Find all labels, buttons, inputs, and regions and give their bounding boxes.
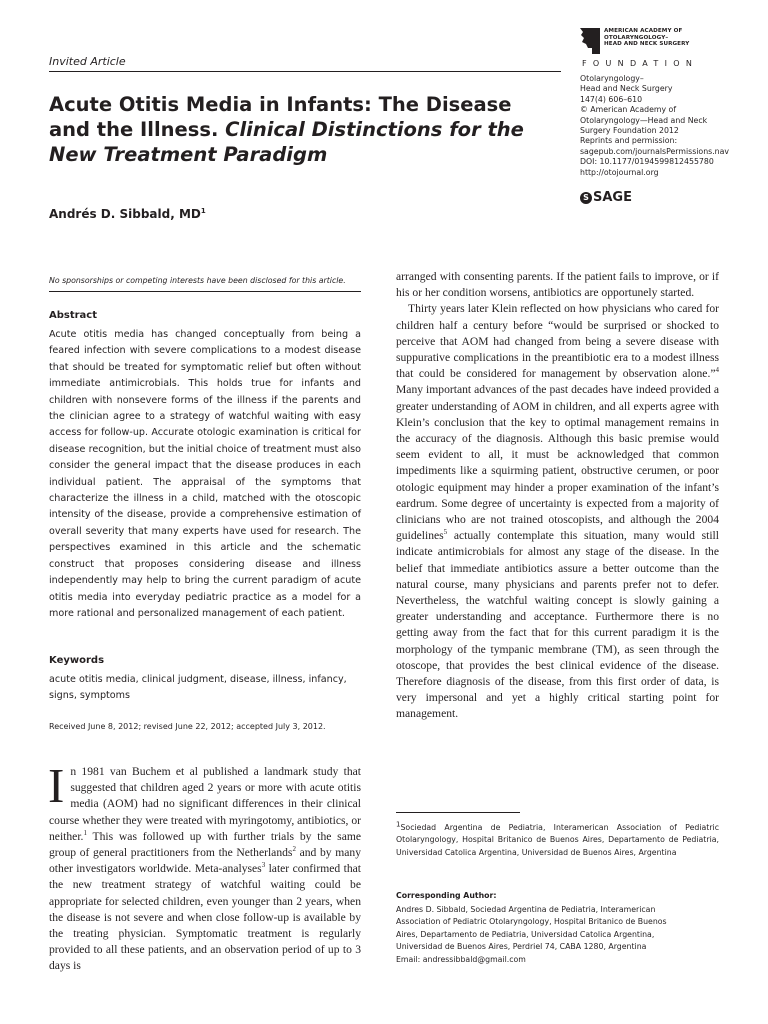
- article-title: [49, 92, 549, 167]
- body-text: Many important advances of the past decades have indeed provided a greater understanding of AOM in children, and all experts agree with Klein’s conclusion that the key to optimal management remains in the accuracy of the diagnosis. Although this basic premise would seem evident to all, it must be acknowledged that common impediments like a squirming patient, obstructive cerumen, or poor otologic equipment may hinder a proper examination of the infant’s eardrum. Some degree of uncertainty is expected from a majority of clinicians who are not trained otoscopists, and although the 2004 guidelines: [396, 383, 719, 543]
- logo-foundation-text: FOUNDATION: [582, 59, 699, 68]
- intro-text: and by many other investigators worldwide. Meta-analyses: [49, 846, 361, 876]
- corresponding-author-details: [396, 904, 719, 966]
- author-affiliation-ref: 1: [200, 207, 206, 215]
- journal-info-line: Surgery Foundation 2012: [580, 126, 679, 136]
- article-type-label: Invited Article: [49, 55, 126, 68]
- body-text: actually contemplate this situation, many would still indicate antimicrobials for almost any stage of the disease. In the belief that immediate antibiotics assure a better outcome than the natural course, many physicians and parents prefer not to defer. Nevertheless, the watchful waiting concept is slowly gaining a greater understanding and acceptance. Furthermore there is no getting away from the fact that for this current paradigm it is the morphology of the tympanic membrane (TM), as seen through the otoscope, that provides the best clinical evidence of the disease. Therefore diagnosis of the disease, from this first order of data, is very impersonal and yet a highly critical starting point for management.: [396, 529, 719, 721]
- body-paragraph: arranged with consenting parents. If the patient fails to improve, or if his or her condition worsens, antibiotics are opportunely started.: [396, 270, 719, 300]
- drop-cap: I: [48, 758, 65, 813]
- journal-info-doi[interactable]: DOI: 10.1177/0194599812455780: [580, 157, 714, 167]
- reference-mark[interactable]: 5: [443, 528, 448, 537]
- affiliation-text: Sociedad Argentina de Pediatria, Interamerican Association of Pediatric Otolaryngology, Hospital Britanico de Buenos Aires, Departamento de Pediatria, Universidad Catolica Argentina, Universidad de Buenos Aires, Argentina: [396, 823, 719, 857]
- title-subtitle: Clinical Distinctions for the New Treatment Paradigm: [49, 118, 524, 166]
- body-text: Thirty years later Klein reflected on how physicians who cared for children half a century before “would be surprised or shocked to perceive that AOM had changed from being a severe disease with suppurative complications in the preantibiotic era to a modest illness that could be considered for management by observation alone.”: [396, 302, 719, 381]
- corr-email[interactable]: Email: andressibbald@gmail.com: [396, 954, 526, 964]
- received-dates: Received June 8, 2012; revised June 22, 2012; accepted July 3, 2012.: [49, 722, 326, 731]
- journal-info-line: Otolaryngology–: [580, 74, 644, 83]
- body-column-right: [396, 269, 719, 723]
- sage-text: SAGE: [593, 190, 632, 205]
- logo-line-3: HEAD AND NECK SURGERY: [604, 41, 690, 48]
- journal-info-link[interactable]: sagepub.com/journalsPermissions.nav: [580, 146, 730, 156]
- intro-text: n 1981 van Buchem et al published a landmark study that suggested that children aged 2 years or more with acute otitis media (AOM) had no significant differences in their clinical course whether they were treated with myringotomy, antibiotics, or neither.: [49, 765, 361, 843]
- header-rule: [49, 71, 561, 72]
- footnote-rule: [396, 812, 520, 813]
- intro-paragraph: [48, 758, 361, 975]
- author-name: Andrés D. Sibbald, MD: [49, 207, 201, 221]
- corresponding-author-heading: Corresponding Author:: [396, 891, 497, 900]
- logo-line-2: OTOLARYNGOLOGY–: [604, 34, 669, 41]
- aao-hns-foundation-logo: [578, 26, 728, 76]
- reference-mark[interactable]: 4: [715, 366, 719, 375]
- journal-info-line: 147(4) 606–610: [580, 94, 643, 104]
- reference-mark[interactable]: 2: [292, 845, 296, 854]
- journal-info-line: Head and Neck Surgery: [580, 84, 673, 94]
- intro-text: This was followed up with further trials by the same group of general practitioners from the Netherlands: [49, 829, 361, 860]
- keywords-text: acute otitis media, clinical judgment, disease, illness, infancy, signs, symptoms: [49, 674, 347, 702]
- author-line: [49, 207, 206, 221]
- disclosure-note: No sponsorships or competing interests have been disclosed for this article.: [49, 276, 346, 285]
- sage-circle-icon: S: [580, 192, 592, 204]
- affiliation-footnote: [396, 822, 719, 859]
- journal-info-line: Reprints and permission:: [580, 136, 678, 146]
- journal-info: [580, 74, 740, 178]
- intro-text: later confirmed that the new treatment strategy of watchful waiting could be appropriate for selected children, even younger than 2 years, when the disease is not severe and when close follow-up is available by the treating physician. Symptomatic treatment is regularly provided to all these patients, and an observation period of up to 3 days is: [49, 862, 361, 973]
- head-silhouette-icon: [578, 26, 602, 56]
- affiliation-mark: 1: [396, 820, 401, 829]
- corr-line: Aires, Departamento de Pediatria, Universidad Catolica Argentina,: [396, 929, 655, 939]
- disclosure-rule: [49, 291, 361, 292]
- reference-mark[interactable]: 1: [83, 828, 87, 837]
- corr-line: Andres D. Sibbald, Sociedad Argentina de Pediatria, Interamerican: [396, 905, 656, 914]
- abstract-heading: Abstract: [49, 310, 98, 321]
- corr-line: Universidad de Buenos Aires, Perdriel 74, CABA 1280, Argentina: [396, 942, 647, 952]
- keywords-heading: Keywords: [49, 655, 105, 666]
- reference-mark[interactable]: 3: [261, 861, 266, 870]
- journal-info-line: Otolaryngology—Head and Neck: [580, 115, 708, 125]
- journal-info-link[interactable]: http://otojournal.org: [580, 167, 659, 177]
- body-paragraph: [396, 301, 719, 722]
- abstract-text: Acute otitis media has changed conceptually from being a feared infection with severe complications to a modest disease that should be treated for symptomatic relief but often without immediate antimicrobials. This holds true for infants and children with nonsevere forms of the illness if the parents and the clinician agree to a strategy of watchful waiting with easy access for follow-up. Accurate otologic examination is critical for disease recognition, but the initial choice of treatment must also consider the general impact that the disease produces in each individual patient. The appraisal of the symptoms that characterize the illness in a child, matched with the otoscopic intensity of the disease, provide a comprehensive estimation of overall severity that many experts have used for research. The perspectives examined in this article and the schematic construct that proposes considering disease and illness independently may help to bring the current paradigm of acute otitis media into everyday pediatric practice as a model for a more rational and personalized management of each patient.: [49, 329, 361, 619]
- title-main: Acute Otitis Media in Infants: The Disease and the Illness.: [49, 93, 512, 141]
- sage-logo: [580, 190, 632, 205]
- corr-line: Association of Pediatric Otolaryngology, Hospital Britanico de Buenos: [396, 917, 667, 927]
- journal-info-line: © American Academy of: [580, 105, 677, 115]
- logo-line-1: AMERICAN ACADEMY OF: [604, 28, 683, 34]
